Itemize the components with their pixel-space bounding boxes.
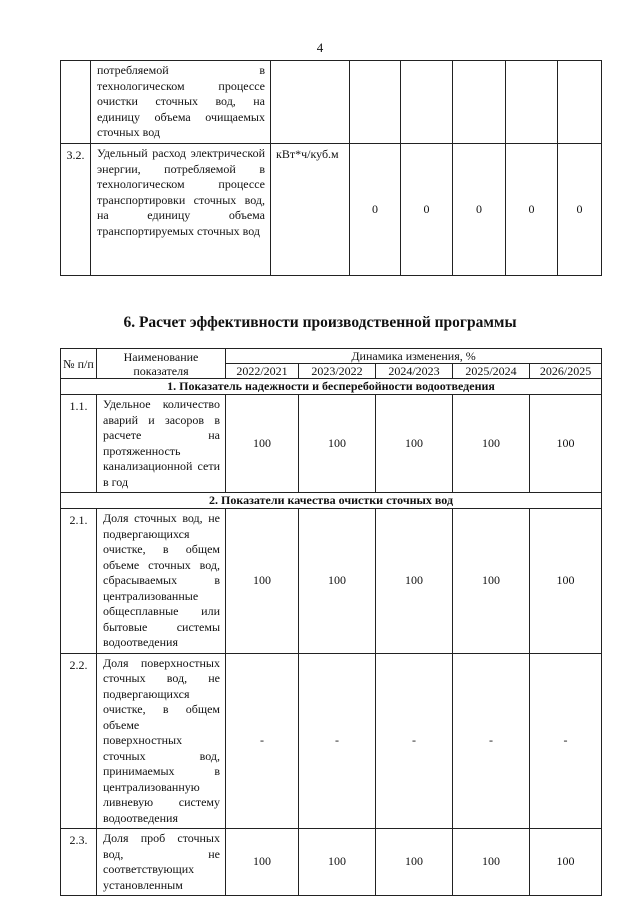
group-title: 1. Показатель надежности и бесперебойности водоотведения	[61, 379, 602, 395]
value-cell: -	[453, 653, 530, 829]
row-number-cell	[61, 61, 91, 144]
unit-cell	[271, 61, 350, 144]
value-cell: 0	[401, 144, 453, 276]
value-cell: 100	[299, 829, 376, 896]
page-number: 4	[316, 40, 324, 55]
efficiency-table	[60, 348, 602, 896]
value-cell: 0	[558, 144, 602, 276]
indicator-name-cell: Удельное количество аварий и засоров в расчете на протяженность канализационной сети в год	[97, 395, 226, 493]
header-year: 2023/2022	[299, 364, 376, 379]
table-header-row	[61, 349, 602, 364]
value-cell	[506, 61, 558, 144]
value-cell: 100	[453, 829, 530, 896]
value-cell: 100	[530, 509, 602, 654]
header-year: 2025/2024	[453, 364, 530, 379]
value-cell: 100	[453, 395, 530, 493]
table-row	[61, 509, 602, 654]
table-row	[61, 61, 602, 144]
header-year: 2024/2023	[376, 364, 453, 379]
group-title: 2. Показатели качества очистки сточных вод	[61, 493, 602, 509]
value-cell: 0	[506, 144, 558, 276]
value-cell	[401, 61, 453, 144]
table-row	[61, 653, 602, 829]
table-row	[61, 829, 602, 896]
table-row	[61, 395, 602, 493]
table-row	[61, 144, 602, 276]
value-cell: 100	[530, 395, 602, 493]
value-cell: 100	[376, 395, 453, 493]
indicator-name-cell: Удельный расход электрической энергии, потребляемой в технологическом процессе транспортировки сточных вод, на единицу объема транспортируемых сточных вод	[91, 144, 271, 276]
value-cell: 100	[226, 509, 299, 654]
value-cell	[453, 61, 506, 144]
value-cell: -	[226, 653, 299, 829]
indicator-name-cell: потребляемой в технологическом процессе очистки сточных вод, на единицу объема очищаемых сточных вод	[91, 61, 271, 144]
section-title: 6. Расчет эффективности производственной программы	[123, 314, 517, 331]
indicator-name-cell: Доля поверхностных сточных вод, не подвергающихся очистке, в общем объеме поверхностных сточных вод, принимаемых в централизованную ливневую систему водоотведения	[97, 653, 226, 829]
value-cell: -	[530, 653, 602, 829]
value-cell: -	[376, 653, 453, 829]
indicators-table-continued	[60, 60, 602, 276]
value-cell: 100	[376, 829, 453, 896]
value-cell: 100	[453, 509, 530, 654]
row-number-cell: 2.2.	[61, 653, 97, 829]
header-dynamics: Динамика изменения, %	[226, 349, 602, 364]
unit-cell: кВт*ч/куб.м	[271, 144, 350, 276]
value-cell: -	[299, 653, 376, 829]
header-number: № п/п	[61, 349, 97, 379]
value-cell	[350, 61, 401, 144]
row-number-cell: 2.1.	[61, 509, 97, 654]
value-cell: 0	[350, 144, 401, 276]
value-cell: 100	[226, 395, 299, 493]
value-cell: 100	[226, 829, 299, 896]
row-number-cell: 3.2.	[61, 144, 91, 276]
group-row	[61, 379, 602, 395]
value-cell: 100	[299, 509, 376, 654]
value-cell: 100	[376, 509, 453, 654]
row-number-cell: 2.3.	[61, 829, 97, 896]
indicator-name-cell: Доля проб сточных вод, не соответствующих установленным	[97, 829, 226, 896]
group-row	[61, 493, 602, 509]
value-cell	[558, 61, 602, 144]
header-year: 2022/2021	[226, 364, 299, 379]
indicator-name-cell: Доля сточных вод, не подвергающихся очистке, в общем объеме сточных вод, сбрасываемых в централизованные общесплавные или бытовые системы водоотведения	[97, 509, 226, 654]
value-cell: 0	[453, 144, 506, 276]
header-indicator-name: Наименование показателя	[97, 349, 226, 379]
header-year: 2026/2025	[530, 364, 602, 379]
row-number-cell: 1.1.	[61, 395, 97, 493]
value-cell: 100	[530, 829, 602, 896]
value-cell: 100	[299, 395, 376, 493]
